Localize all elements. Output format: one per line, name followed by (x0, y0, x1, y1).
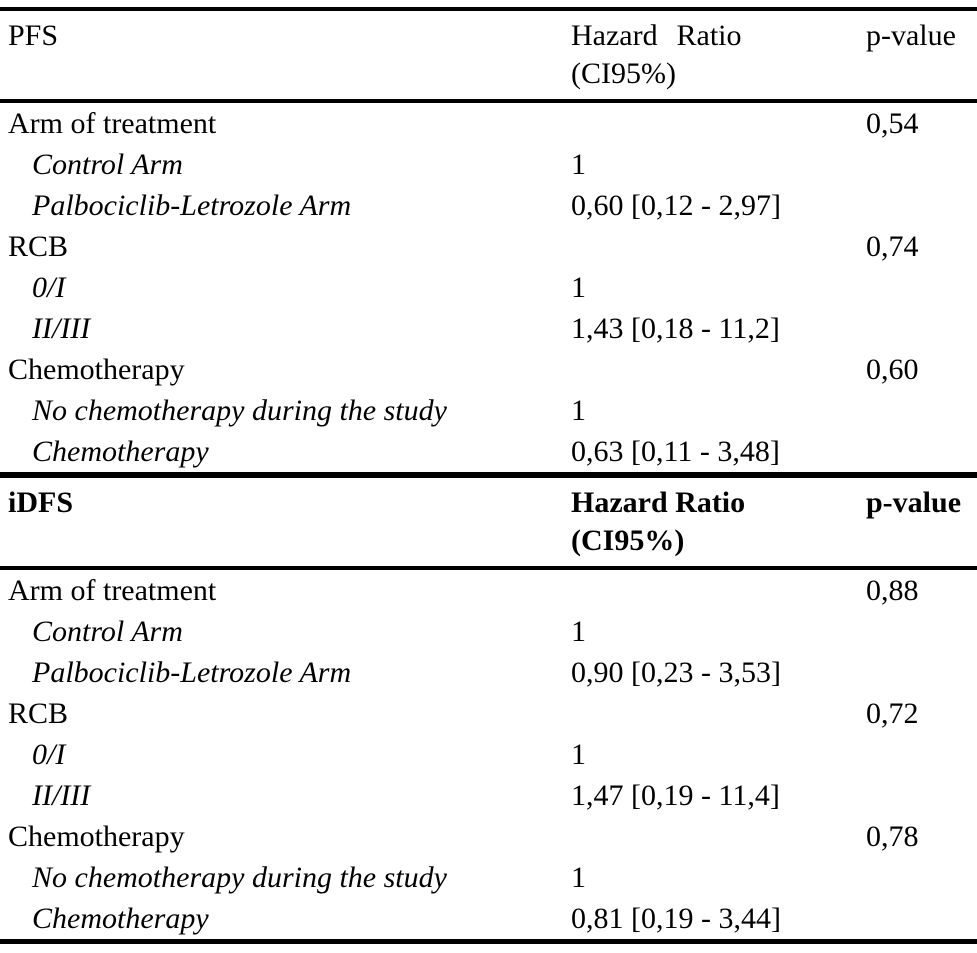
row-label: RCB (8, 230, 69, 263)
hazard-ratio-value: 0,81 [0,19 - 3,44] (571, 902, 781, 935)
hazard-ratio-value (563, 693, 858, 734)
hazard-ratio-column-header (563, 11, 858, 93)
hazard-ratio-value: 1,47 [0,19 - 11,4] (571, 779, 780, 812)
hazard-ratio-value: 1 (571, 738, 586, 771)
hazard-ratio-value: 1 (571, 861, 586, 894)
row-label: Palbociclib-Letrozole Arm (32, 189, 352, 222)
table-row (0, 898, 977, 939)
p-value (858, 267, 977, 308)
table-row (0, 103, 977, 144)
table-row (0, 652, 977, 693)
p-value (858, 857, 977, 898)
hazard-ratio-header-line2: (CI95%) (571, 57, 676, 90)
p-value-column-header: p-value (866, 19, 956, 52)
idfs-section (0, 472, 977, 944)
row-label: II/III (32, 779, 91, 812)
p-value (858, 775, 977, 816)
p-value: 0,60 (866, 353, 919, 386)
p-value-column-header: p-value (866, 486, 962, 519)
hazard-ratio-value (563, 226, 858, 267)
table-row (0, 693, 977, 734)
table-row (0, 144, 977, 185)
row-label: Arm of treatment (8, 107, 217, 140)
hazard-ratio-value (563, 349, 858, 390)
table-row (0, 226, 977, 267)
table-row (0, 857, 977, 898)
hazard-ratio-value (563, 570, 858, 611)
row-label: Chemotherapy (32, 902, 209, 935)
table-row (0, 390, 977, 431)
p-value: 0,78 (866, 820, 919, 853)
hazard-ratio-value: 1 (571, 271, 586, 304)
hazard-ratio-header-line1: Hazard Ratio (571, 19, 742, 52)
hazard-ratio-header-line1: Hazard Ratio (571, 486, 746, 519)
table-row (0, 816, 977, 857)
pfs-section-title: PFS (8, 19, 59, 52)
row-label: Control Arm (32, 615, 183, 648)
idfs-header-row (0, 478, 977, 566)
p-value (858, 734, 977, 775)
table-row (0, 611, 977, 652)
row-label: II/III (32, 312, 91, 345)
hazard-ratio-value (563, 103, 858, 144)
p-value (858, 308, 977, 349)
hazard-ratio-value: 0,63 [0,11 - 3,48] (571, 435, 780, 468)
p-value (858, 185, 977, 226)
row-label: 0/I (32, 738, 66, 771)
hazard-ratio-value: 1 (571, 148, 586, 181)
p-value: 0,88 (866, 574, 919, 607)
p-value (858, 611, 977, 652)
p-value (858, 898, 977, 939)
idfs-section-title: iDFS (8, 486, 74, 519)
row-label: Arm of treatment (8, 574, 217, 607)
hazard-ratio-value: 0,60 [0,12 - 2,97] (571, 189, 781, 222)
table-row (0, 431, 977, 472)
p-value (858, 431, 977, 472)
hazard-ratio-value: 1,43 [0,18 - 11,2] (571, 312, 780, 345)
table-row (0, 734, 977, 775)
p-value (858, 390, 977, 431)
p-value: 0,72 (866, 697, 919, 730)
hazard-ratio-column-header (563, 478, 858, 560)
row-label: 0/I (32, 271, 66, 304)
hazard-ratio-header-line2: (CI95%) (571, 524, 685, 557)
hazard-ratio-value: 1 (571, 615, 586, 648)
row-label: Chemotherapy (8, 353, 185, 386)
p-value (858, 652, 977, 693)
row-label: Control Arm (32, 148, 183, 181)
row-label: Palbociclib-Letrozole Arm (32, 656, 352, 689)
pfs-header-row (0, 11, 977, 99)
table-row (0, 775, 977, 816)
p-value: 0,74 (866, 230, 919, 263)
table-row (0, 349, 977, 390)
row-label: No chemotherapy during the study (32, 394, 447, 427)
row-label: No chemotherapy during the study (32, 861, 447, 894)
table-row (0, 185, 977, 226)
row-label: RCB (8, 697, 69, 730)
row-label: Chemotherapy (32, 435, 209, 468)
row-label: Chemotherapy (8, 820, 185, 853)
pfs-section (0, 7, 977, 472)
hazard-ratio-value (563, 816, 858, 857)
p-value (858, 144, 977, 185)
bottom-rule (0, 939, 977, 944)
p-value: 0,54 (866, 107, 919, 140)
table-row (0, 267, 977, 308)
table-row (0, 570, 977, 611)
hazard-ratio-value: 0,90 [0,23 - 3,53] (571, 656, 781, 689)
hazard-ratio-value: 1 (571, 394, 586, 427)
table-row (0, 308, 977, 349)
